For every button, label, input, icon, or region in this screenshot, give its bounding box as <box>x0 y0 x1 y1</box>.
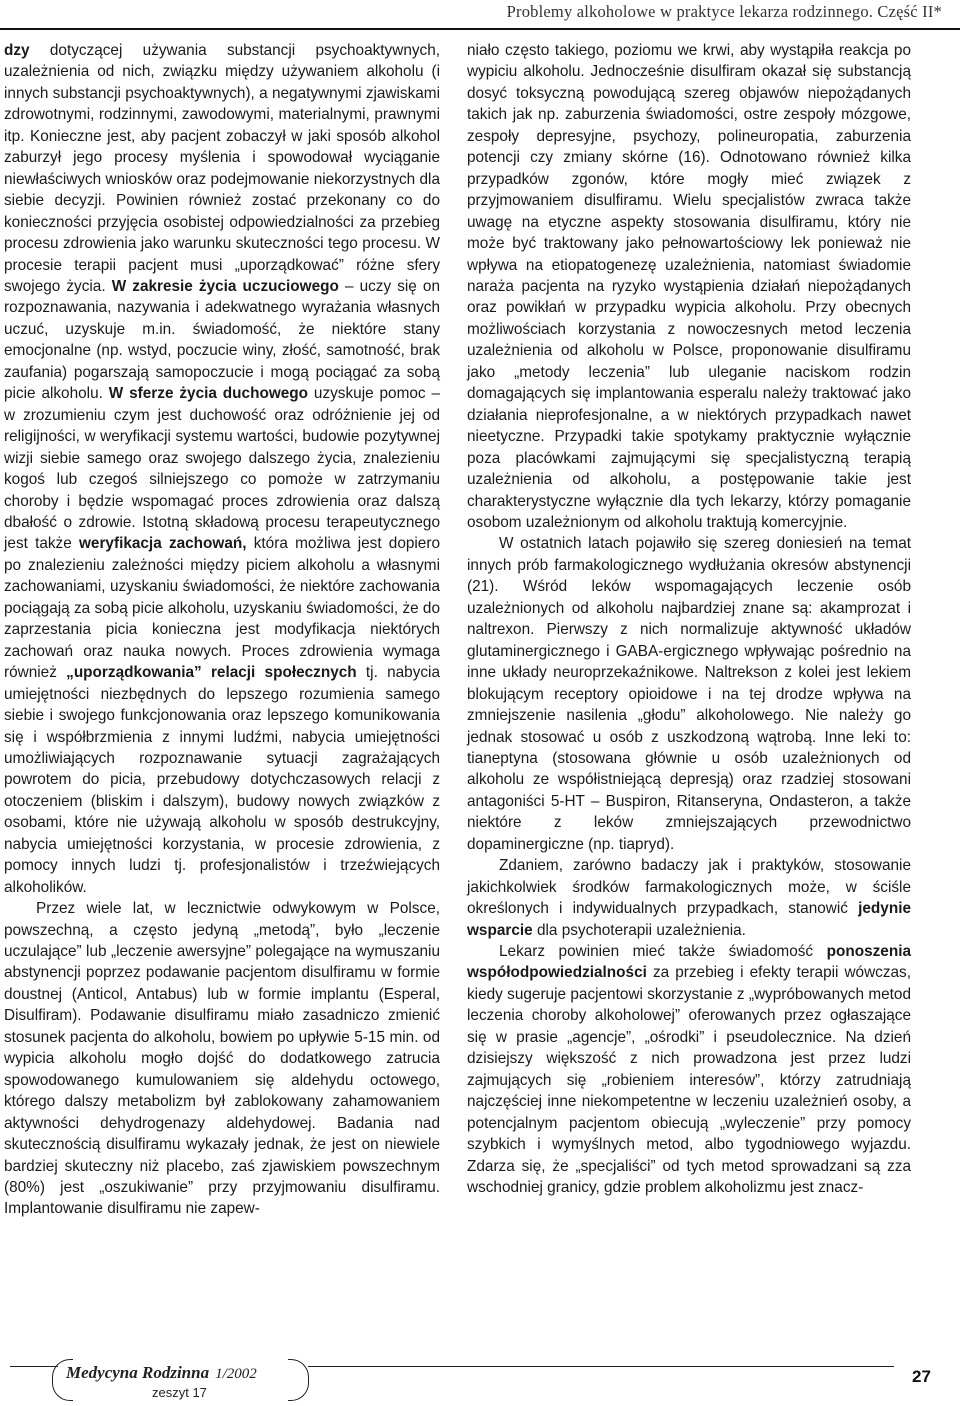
text-run: Zdaniem, zarówno badaczy jak i praktyków, stosowanie jakichkolwiek środków farmakologicznych może, w ściśle określonych i indywidualnych przypadkach, stanowić <box>467 857 911 918</box>
text-run: tj. nabycia umiejętności niezbędnych do lepszego rozumienia samego siebie i swojego funkcjonowania oraz lepszego komunikowania się i współbrzmienia z innymi ludźmi, nabycia umiejętności umożliwiających rozpoznawanie sytuacji zagrażających powrotem do picia, przebudowy dotychczasowych relacji z otoczeniem (bliskim i dalszym), budowy nowych związków z osobami, które nie używają alkoholu w sposób destrukcyjny, nabycia umiejętności korzystania, w procesie zdrowienia, z pomocy innych ludzi tj. profesjonalistów i trzeźwiejących alkoholików. <box>4 664 440 896</box>
text-run: Lekarz powinien mieć także świadomość <box>499 943 827 961</box>
journal-zeszyt: zeszyt 17 <box>152 1385 207 1400</box>
text-run: – uczy się on rozpoznawania, nazywania i adekwatnego wyrażania własnych uczuć, uzyskuje m.in. świadomość, że niektóre stany emocjonalne (np. wstyd, poczucie winy, złość, samotność, brak zaufania) pogarszają samopoczucie i mogą pociągać za sobą picie alkoholu. <box>4 277 440 403</box>
journal-title <box>66 1363 257 1383</box>
bold-phrase: jedynie wsparcie <box>467 900 911 939</box>
page-number: 27 <box>912 1367 931 1386</box>
running-header: Problemy alkoholowe w praktyce lekarza rodzinnego. Część II* <box>506 2 942 21</box>
bold-phrase: dzy <box>4 42 30 59</box>
right-paragraph-1: niało często takiego, poziomu we krwi, aby wystąpiła reakcja po wypiciu alkoholu. Jednocześnie disulfiram okazał się substancją dosyć toksyczną powodującą szereg objawów niepożądanych takich jak np. zaburzenia świadomości, ostre zespoły mózgowe, zespoły depresyjne, psychozy, polineuropatia, zaburzenia potencji czy zmiany skórne (16). Odnotowano również kilka przypadków zgonów, które mogły mieć związek z przyjmowaniem disulfiramu. Wielu specjalistów zwraca także uwagę na etyczne aspekty stosowania disulfiramu, który nie może być traktowany jako pełnowartościowy lek ponieważ nie wpływa na etiopatogenezę uzależnienia, natomiast świadomie naraża pacjenta na ryzyko wystąpienia działań niepożądanych oraz powikłań w przypadku wypicia alkoholu. Przy obecnych możliwościach korzystania z nowoczesnych metod leczenia uzależnienia od alkoholu w Polsce, proponowanie disulfiramu jako „metody leczenia” lub uleganie naciskom rodzin domagających się implantowania esperalu należy traktować jako działania nieprofesjonalne, a w niektórych przypadkach nawet nieetyczne. Przypadki takie spotykamy praktycznie wyłącznie poza placówkami zajmującymi się specjalistyczną terapią uzależnienia od alkoholu, a postępowanie takie jest charakterystyczne wyłącznie dla tych lekarzy, którzy pomaganie osobom uzależnionym od alkoholu traktują komercyjnie. <box>467 42 911 531</box>
bold-phrase: weryfikacja zachowań, <box>78 535 247 553</box>
journal-issue: 1/2002 <box>215 1366 257 1382</box>
header-rule <box>0 28 960 30</box>
footer-rule-right <box>308 1366 894 1367</box>
left-column <box>4 40 440 1220</box>
journal-name: Medycyna Rodzinna <box>66 1363 210 1382</box>
text-run: za przebieg i efekty terapii wówczas, kiedy sugeruje pacjentowi skorzystanie z „wypróbowanych metod leczenia choroby alkoholowej” oferowanych przez ogłaszające się w prasie „agencje”, „ośrodki” i pseudolecznice. Na dzień dzisiejszy większość z nich prowadzona jest przez ludzi zajmujących się „robieniem interesów”, którzy zatrudniają najczęściej inne niekompetentne w leczeniu uzależnień osoby, a potencjalnym pacjentom obiecują „wyleczenie” przy pomocy szybkich i wymyślnych metod, albo tygodniowego wyjazdu. Zdarza się, że „specjaliści” od tych metod sprowadzani są zza wschodniej granicy, gdzie problem alkoholizmu jest znacz- <box>467 964 911 1197</box>
right-paragraph-3 <box>467 855 911 941</box>
footer-rule-left <box>10 1366 58 1367</box>
left-paragraph-1 <box>4 40 440 898</box>
footer-bracket-right <box>288 1359 309 1401</box>
right-paragraph-2: W ostatnich latach pojawiło się szereg doniesień na temat innych prób farmakologicznego wydłużania okresów abstynencji (21). Wśród leków wspomagających leczenie osób uzależnionych od alkoholu najbardziej znane są: akamprozat i naltrexon. Pierwszy z nich normalizuje aktywność układów glutaminergicznego i GABA-ergicznego wpływając pośrednio na inne układy neuroprzekaźnikowe. Naltrekson z kolei jest lekiem blokującym receptory opioidowe i na tej drodze wpływa na zmniejszenie nasilenia „głodu” alkoholowego. Nie należy go jednak stosować u osób z uszkodzoną wątrobą. Inne leki to: tianeptyna (stosowana głównie u osób uzależnionych od alkoholu ze współistniejącą depresją) oraz rzadziej stosowani antagoniści 5-HT – Buspiron, Ritanseryna, Ondasteron, a także niektóre z leków zmniejszających przewodnictwo dopaminergiczne (np. tiapryd). <box>467 535 911 853</box>
bold-phrase: „uporządkowania” relacji społecznych <box>66 664 357 682</box>
bold-phrase: W zakresie życia uczuciowego <box>111 277 339 295</box>
left-paragraph-2: Przez wiele lat, w lecznictwie odwykowym w Polsce, powszechną, a często jedyną „metodą”, było „leczenie uczulające” lub „leczenie awersyjne” polegające na wymuszaniu abstynencji poprzez podawanie pacjentom disulfiramu w formie doustnej (Anticol, Antabus) lub w formie implantu (Esperal, Disulfiram). Podawanie disulfiramu miało zasadniczo zmienić stosunek pacjenta do alkoholu, bowiem po upływie 5-15 min. od wypicia alkoholu mogło dojść do dodatkowego zatrucia spowodowanego kumulowaniem się aldehydu octowego, którego dalszy metabolizm był zablokowany zahamowaniem aktywności dehydrogenazy aldehydowej. Badania nad skutecznością disulfiramu wykazały jednak, że jest on niewiele bardziej skuteczny niż placebo, zaś zjawiskiem powszechnym (80%) jest „oszukiwanie” przy przyjmowaniu disulfiramu. Implantowanie disulfiramu nie zapew- <box>4 900 440 1218</box>
text-run: dotyczącej używania substancji psychoaktywnych, uzależnienia od nich, związku między używaniem alkoholu (i innych substancji psychoaktywnych), a negatywnymi zjawiskami zdrowotnymi, rodzinnymi, zawodowymi, materialnymi, prawnymi itp. Konieczne jest, aby pacjent zobaczył w jaki sposób alkohol zaburzył jego procesy myślenia i spowodował wyciąganie niewłaściwych wniosków oraz podejmowanie niekorzystnych dla siebie decyzji. Powinien również zostać przekonany co do konieczności przyjęcia osobistej odpowiedzialności za przebieg procesu zdrowienia jako warunku skuteczności tego procesu. W procesie terapii pacjent musi „uporządkować” różne sfery swojego życia. <box>4 42 440 295</box>
text-run: dla psychoterapii uzależnienia. <box>532 921 746 939</box>
text-run: która możliwa jest dopiero po znalezieniu zależności między piciem alkoholu a własnymi zachowaniami, uzyskaniu świadomości, że niektóre zachowania pociągają za sobą picie alkoholu, uzyskaniu świadomości, że do zaprzestania picia konieczna jest modyfikacja niektórych zachowań oraz nauka nowych. Proces zdrowienia wymaga również <box>4 535 440 682</box>
text-run: uzyskuje pomoc – w zrozumieniu czym jest duchowość oraz odróżnienie jej od religijności, w weryfikacji systemu wartości, budowie pozytywnej wizji siebie samego oraz swojego dalszego życia, znalezieniu kogoś lub czegoś silniejszego co pomoże w zatrzymaniu choroby i będzie wspomagać proces zdrowienia oraz dalszą dbałość o zdrowie. Istotną składową procesu terapeutycznego jest także <box>4 385 440 553</box>
bold-phrase: W sferze życia duchowego <box>108 385 309 403</box>
bold-phrase: ponoszenia współodpowiedzialności <box>467 943 911 982</box>
right-paragraph-4 <box>467 941 911 1198</box>
right-column <box>467 40 911 1198</box>
